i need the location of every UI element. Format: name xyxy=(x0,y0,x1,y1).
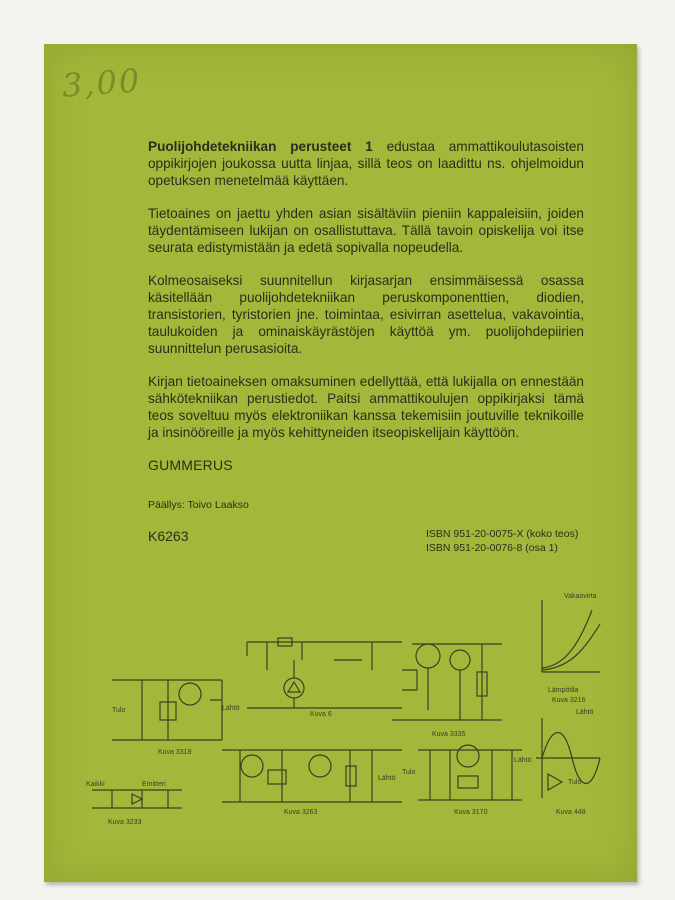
paragraph-1 xyxy=(148,138,584,189)
paragraph-2: Tietoaines on jaettu yhden asian sisältäviin pieniin kappaleisiin, joiden täydentämiseen lukijan on osallistuttava. Tällä tavoin opiskelija voi itse seurata edistymistään ja edetä sopivalla nopeudella. xyxy=(148,206,584,255)
label-emitteri: Emitteri xyxy=(142,781,166,788)
paragraph-1-text: edustaa ammattikoulutasoisten oppikirjojen joukossa uutta linjaa, sillä teos on laadittu ns. ohjelmoidun opetuksen menetelmää käyttäen. xyxy=(148,139,584,188)
label-lahto-1: Lähtö xyxy=(222,705,240,712)
label-kuva448: Kuva 448 xyxy=(556,809,586,816)
label-kuva3170: Kuva 3170 xyxy=(454,809,488,816)
circuit-diagram-6 xyxy=(247,638,402,718)
label-tulo-2: Tulo xyxy=(402,769,416,776)
label-kuva3216: Kuva 3216 xyxy=(552,697,586,704)
graph-3216 xyxy=(542,593,600,704)
label-kaikki: Kaikki xyxy=(86,781,105,788)
paragraph-3: Kolmeosaiseksi suunnitellun kirjasarjan ensimmäisessä osassa käsitellään puolijohdetekniikan peruskomponenttien, diodien, transistorien, tyristorien jne. toimintaa, esivirran asettelua, vakavointia, taulukoiden ja ominaiskäyrästöjen käyttöä ym. puolijohdepiirien suunnittelun perusasioita. xyxy=(148,273,584,356)
paragraph-4: Kirjan tietoaineksen omaksuminen edellyttää, että lukijalla on ennestään sähkötekniikan perustiedot. Paitsi ammattikoulujen oppikirjaksi tämä teos soveltuu myös elektroniikan kanssa tekemisiin joutuville teknikoille ja insinööreille ja myös kehittyneiden itseopiskelijain käyttöön. xyxy=(148,374,584,440)
handwritten-price: 3,00 xyxy=(60,61,143,105)
isbn-volume: ISBN 951-20-0076-8 (osa 1) xyxy=(426,542,558,554)
label-lahto-3: Lähtö xyxy=(514,757,532,764)
product-code: K6263 xyxy=(148,528,189,544)
cover-edge xyxy=(44,44,50,882)
publisher-name: GUMMERUS xyxy=(148,457,233,473)
isbn-set: ISBN 951-20-0075-X (koko teos) xyxy=(426,528,579,540)
circuit-diagram-3318 xyxy=(112,680,240,756)
book-title: Puolijohdetekniikan perusteet 1 xyxy=(148,139,373,154)
label-tulo-3: Tulo xyxy=(568,779,582,786)
circuit-diagram-3233 xyxy=(86,781,182,826)
circuit-diagram-3170 xyxy=(402,745,532,816)
label-lahto-4: Lähtö xyxy=(576,709,594,716)
circuit-diagram-3335 xyxy=(392,644,502,738)
description-text xyxy=(148,138,584,474)
label-vakaovirta: Vakaovirta xyxy=(564,593,597,600)
circuit-illustrations xyxy=(72,590,602,830)
isbn-block xyxy=(426,527,578,555)
label-lahto-2: Lähtö xyxy=(378,775,396,782)
label-kuva6: Kuva 6 xyxy=(310,711,332,718)
label-tulo-1: Tulo xyxy=(112,707,126,714)
label-kuva3263: Kuva 3263 xyxy=(284,809,318,816)
label-lampotila: Lämpötila xyxy=(548,687,579,694)
cover-credit: Päällys: Toivo Laakso xyxy=(148,499,249,511)
label-kuva3318: Kuva 3318 xyxy=(158,749,192,756)
circuit-diagram-3263 xyxy=(222,750,402,816)
label-kuva3335: Kuva 3335 xyxy=(432,731,466,738)
graph-448 xyxy=(536,709,600,816)
label-kuva3233: Kuva 3233 xyxy=(108,819,142,826)
